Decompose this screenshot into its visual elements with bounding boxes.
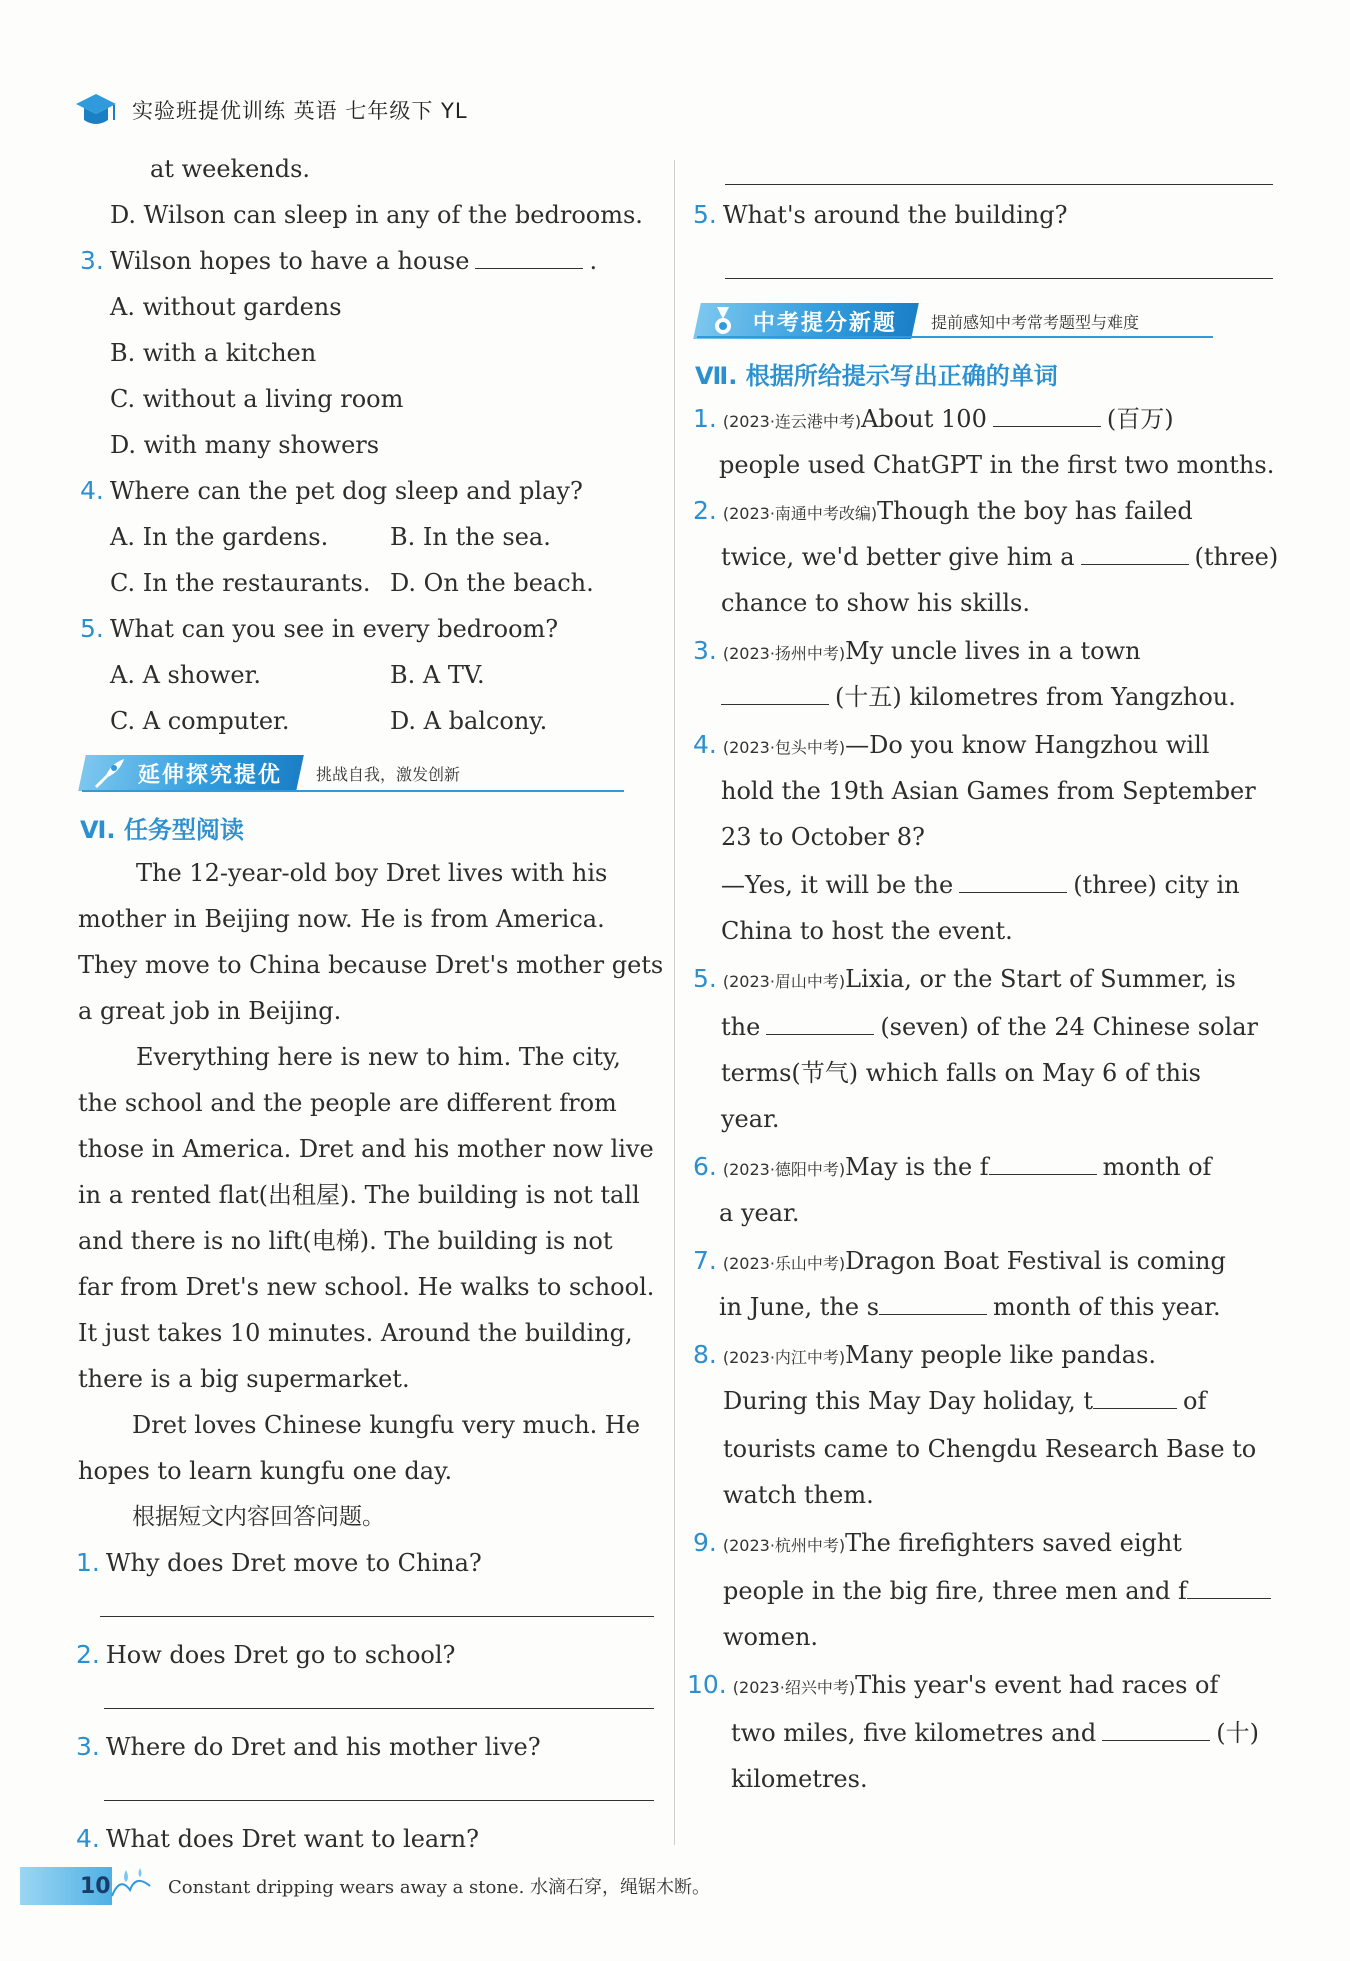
exam-item-2-cont	[721, 540, 1278, 574]
exam-item-10-cont	[731, 1716, 1259, 1750]
item-hint: (seven)	[880, 1013, 969, 1041]
question-5	[80, 612, 558, 646]
q4-option-b: B. In the sea.	[390, 523, 551, 551]
page-number: 10	[20, 1867, 112, 1905]
exam-banner	[697, 302, 1139, 340]
exam-item-3-cont	[721, 680, 1236, 714]
exam-item-4-cont3	[721, 868, 1240, 902]
exam-item-1-cont: people used ChatGPT in the first two months.	[719, 451, 1275, 479]
item-text: Many people like pandas.	[845, 1341, 1157, 1369]
answer-blank[interactable]	[993, 404, 1101, 427]
item-text: in June, the s	[719, 1293, 880, 1321]
question-text: What's around the building?	[722, 201, 1068, 229]
item-source: (2023·扬州中考)	[722, 644, 846, 663]
item-hint: (three)	[1073, 871, 1157, 899]
banner-title: 延伸探究提优	[138, 762, 283, 788]
answer-blank[interactable]	[1081, 542, 1189, 565]
question-number: 3.	[80, 246, 104, 275]
exam-item-9	[693, 1526, 1182, 1563]
item-source: (2023·杭州中考)	[722, 1536, 846, 1555]
banner-title-box	[78, 755, 304, 791]
banner-title: 中考提分新题	[753, 310, 898, 336]
exam-item-4-cont: hold the 19th Asian Games from September	[721, 777, 1256, 805]
question-4	[80, 474, 583, 508]
item-text: Lixia, or the Start of Summer, is	[845, 965, 1236, 993]
dripping-drops-icon	[106, 1866, 156, 1906]
item-text: The firefighters saved eight	[845, 1529, 1182, 1557]
question-number: 2.	[76, 1640, 100, 1669]
item-text: This year's event had races of	[855, 1671, 1219, 1699]
item-text: kilometres from Yangzhou.	[909, 683, 1236, 711]
item-text: month of	[1102, 1153, 1212, 1181]
exam-item-8	[693, 1338, 1156, 1375]
reading-question-2	[76, 1638, 455, 1672]
q4-option-c: C. In the restaurants.	[110, 569, 371, 597]
item-text: of	[1183, 1387, 1207, 1415]
exam-item-5-cont2: terms(节气) which falls on May 6 of this	[721, 1059, 1201, 1087]
item-number: 6.	[693, 1152, 717, 1181]
passage-line: far from Dret's new school. He walks to school.	[78, 1273, 655, 1301]
passage-line: They move to China because Dret's mother gets	[78, 951, 664, 979]
exam-item-2-cont2: chance to show his skills.	[721, 589, 1030, 617]
item-text: About 100	[861, 405, 987, 433]
item-source: (2023·南通中考改编)	[722, 504, 878, 523]
question-number: 5.	[693, 200, 717, 229]
q2-option-d: D. Wilson can sleep in any of the bedrooms.	[110, 201, 643, 229]
answer-line-1[interactable]	[100, 1616, 654, 1617]
question-number: 4.	[80, 476, 104, 505]
answer-line-3[interactable]	[104, 1800, 654, 1801]
question-end: .	[589, 247, 598, 275]
exam-item-5-cont	[721, 1010, 1258, 1044]
question-3	[80, 244, 597, 278]
item-hint: (three)	[1194, 543, 1279, 571]
question-number: 5.	[80, 614, 104, 643]
exam-item-4-cont2: 23 to October 8?	[721, 823, 925, 851]
item-number: 1.	[693, 404, 717, 433]
item-text: May is the f	[845, 1153, 989, 1181]
exam-item-10	[687, 1668, 1218, 1705]
q3-option-a: A. without gardens	[110, 293, 342, 321]
banner-subtitle: 提前感知中考常考题型与难度	[931, 312, 1140, 332]
item-source: (2023·眉山中考)	[722, 972, 846, 991]
item-text: During this May Day holiday, t	[723, 1387, 1094, 1415]
exam-item-6	[693, 1150, 1211, 1187]
exam-item-5	[693, 962, 1236, 999]
item-source: (2023·连云港中考)	[722, 412, 862, 431]
item-hint: (百万)	[1106, 405, 1174, 433]
question-number: 4.	[76, 1824, 100, 1853]
question-text: How does Dret go to school?	[105, 1641, 456, 1669]
instruction: 根据短文内容回答问题。	[132, 1504, 385, 1530]
medal-icon	[707, 305, 741, 337]
item-hint: (十)	[1216, 1719, 1259, 1747]
passage-line: The 12-year-old boy Dret lives with his	[136, 859, 608, 887]
item-text: Dragon Boat Festival is coming	[845, 1247, 1226, 1275]
item-text: —Yes, it will be the	[721, 871, 954, 899]
item-source: (2023·内江中考)	[722, 1348, 846, 1367]
q5-option-b: B. A TV.	[390, 661, 485, 689]
item-number: 3.	[693, 636, 717, 665]
item-number: 2.	[693, 496, 717, 525]
book-title: 实验班提优训练 英语 七年级下 YL	[132, 99, 468, 123]
reading-question-1	[76, 1546, 482, 1580]
passage-line: the school and the people are different from	[78, 1089, 617, 1117]
answer-line-5[interactable]	[725, 278, 1273, 279]
answer-blank[interactable]	[879, 1292, 987, 1315]
exam-item-3	[693, 634, 1141, 671]
item-text: the	[721, 1013, 761, 1041]
answer-blank[interactable]	[1187, 1576, 1271, 1599]
q4-option-a: A. In the gardens.	[110, 523, 329, 551]
passage-line: hopes to learn kungfu one day.	[78, 1457, 453, 1485]
question-text: What does Dret want to learn?	[105, 1825, 480, 1853]
passage-line: mother in Beijing now. He is from America.	[78, 905, 605, 933]
item-text: people in the big fire, three men and f	[723, 1577, 1187, 1605]
item-text: My uncle lives in a town	[845, 637, 1141, 665]
item-text: month of this year.	[993, 1293, 1221, 1321]
passage-line: It just takes 10 minutes. Around the building,	[78, 1319, 633, 1347]
banner-subtitle: 挑战自我，激发创新	[316, 764, 461, 784]
exam-item-1	[693, 402, 1174, 439]
passage-line: a great job in Beijing.	[78, 997, 342, 1025]
item-number: 9.	[693, 1528, 717, 1557]
exam-item-7-cont	[719, 1290, 1221, 1324]
page-header	[74, 88, 468, 132]
q2-option-c-tail: at weekends.	[150, 155, 311, 183]
item-text: city in	[1164, 871, 1240, 899]
section-title-vii: Ⅶ. 根据所给提示写出正确的单词	[695, 362, 1058, 390]
exam-item-6-cont: a year.	[719, 1199, 800, 1227]
item-source: (2023·包头中考)	[722, 738, 846, 757]
banner-underline	[82, 790, 624, 792]
reading-question-5	[693, 198, 1067, 232]
passage-line: there is a big supermarket.	[78, 1365, 410, 1393]
answer-blank[interactable]	[475, 246, 583, 269]
footer-motto: Constant dripping wears away a stone. 水滴石穿，绳锯木断。	[168, 1877, 711, 1898]
item-number: 8.	[693, 1340, 717, 1369]
exam-item-8-cont3: watch them.	[723, 1481, 874, 1509]
item-source: (2023·绍兴中考)	[732, 1678, 856, 1697]
answer-blank[interactable]	[721, 682, 829, 705]
answer-blank[interactable]	[766, 1012, 874, 1035]
q3-option-c: C. without a living room	[110, 385, 404, 413]
answer-blank[interactable]	[959, 870, 1067, 893]
reading-question-4	[76, 1822, 479, 1856]
exam-item-8-cont	[723, 1384, 1206, 1418]
exam-item-8-cont2: tourists came to Chengdu Research Base to	[723, 1435, 1257, 1463]
item-text: of the 24 Chinese solar	[976, 1013, 1259, 1041]
banner-title-box	[693, 303, 919, 339]
answer-line-2[interactable]	[104, 1708, 654, 1709]
item-number: 5.	[693, 964, 717, 993]
passage-line: Everything here is new to him. The city,	[136, 1043, 621, 1071]
question-number: 1.	[76, 1548, 100, 1577]
extension-banner	[82, 754, 460, 792]
answer-blank[interactable]	[989, 1152, 1097, 1175]
item-text: twice, we'd better give him a	[721, 543, 1075, 571]
banner-underline	[697, 336, 1213, 338]
item-hint: (十五)	[835, 683, 902, 711]
exam-item-9-cont2: women.	[723, 1623, 819, 1651]
q5-option-c: C. A computer.	[110, 707, 290, 735]
section-title-vi: Ⅵ. 任务型阅读	[80, 816, 244, 844]
passage-line: and there is no lift(电梯). The building is not	[78, 1227, 613, 1255]
q4-option-d: D. On the beach.	[390, 569, 594, 597]
item-source: (2023·乐山中考)	[722, 1254, 846, 1273]
question-text: Where can the pet dog sleep and play?	[109, 477, 583, 505]
item-text: two miles, five kilometres and	[731, 1719, 1097, 1747]
item-text: —Do you know Hangzhou will	[845, 731, 1210, 759]
exam-item-10-cont2: kilometres.	[731, 1765, 868, 1793]
passage-line: Dret loves Chinese kungfu very much. He	[132, 1411, 641, 1439]
passage-line: in a rented flat(出租屋). The building is not tall	[78, 1181, 640, 1209]
exam-item-4	[693, 728, 1209, 765]
question-text: What can you see in every bedroom?	[109, 615, 559, 643]
item-number: 10.	[687, 1670, 727, 1699]
column-divider	[674, 160, 675, 1845]
exam-item-2	[693, 494, 1193, 531]
exam-item-7	[693, 1244, 1226, 1281]
reading-question-3	[76, 1730, 541, 1764]
q3-option-d: D. with many showers	[110, 431, 380, 459]
q5-option-d: D. A balcony.	[390, 707, 548, 735]
rocket-icon	[92, 757, 126, 789]
question-text: Wilson hopes to have a house	[109, 247, 470, 275]
question-text: Where do Dret and his mother live?	[105, 1733, 541, 1761]
graduation-cap-icon	[74, 90, 118, 130]
q5-option-a: A. A shower.	[110, 661, 261, 689]
page-footer	[20, 1864, 710, 1908]
item-number: 7.	[693, 1246, 717, 1275]
answer-blank[interactable]	[1102, 1718, 1210, 1741]
exam-item-9-cont	[723, 1574, 1277, 1608]
item-number: 4.	[693, 730, 717, 759]
answer-line-4[interactable]	[725, 184, 1273, 185]
question-number: 3.	[76, 1732, 100, 1761]
item-text: Though the boy has failed	[877, 497, 1193, 525]
exam-item-4-cont4: China to host the event.	[721, 917, 1013, 945]
passage-line: those in America. Dret and his mother now live	[78, 1135, 654, 1163]
question-text: Why does Dret move to China?	[105, 1549, 482, 1577]
q3-option-b: B. with a kitchen	[110, 339, 317, 367]
exam-item-5-cont3: year.	[721, 1105, 780, 1133]
item-source: (2023·德阳中考)	[722, 1160, 846, 1179]
answer-blank[interactable]	[1093, 1386, 1177, 1409]
